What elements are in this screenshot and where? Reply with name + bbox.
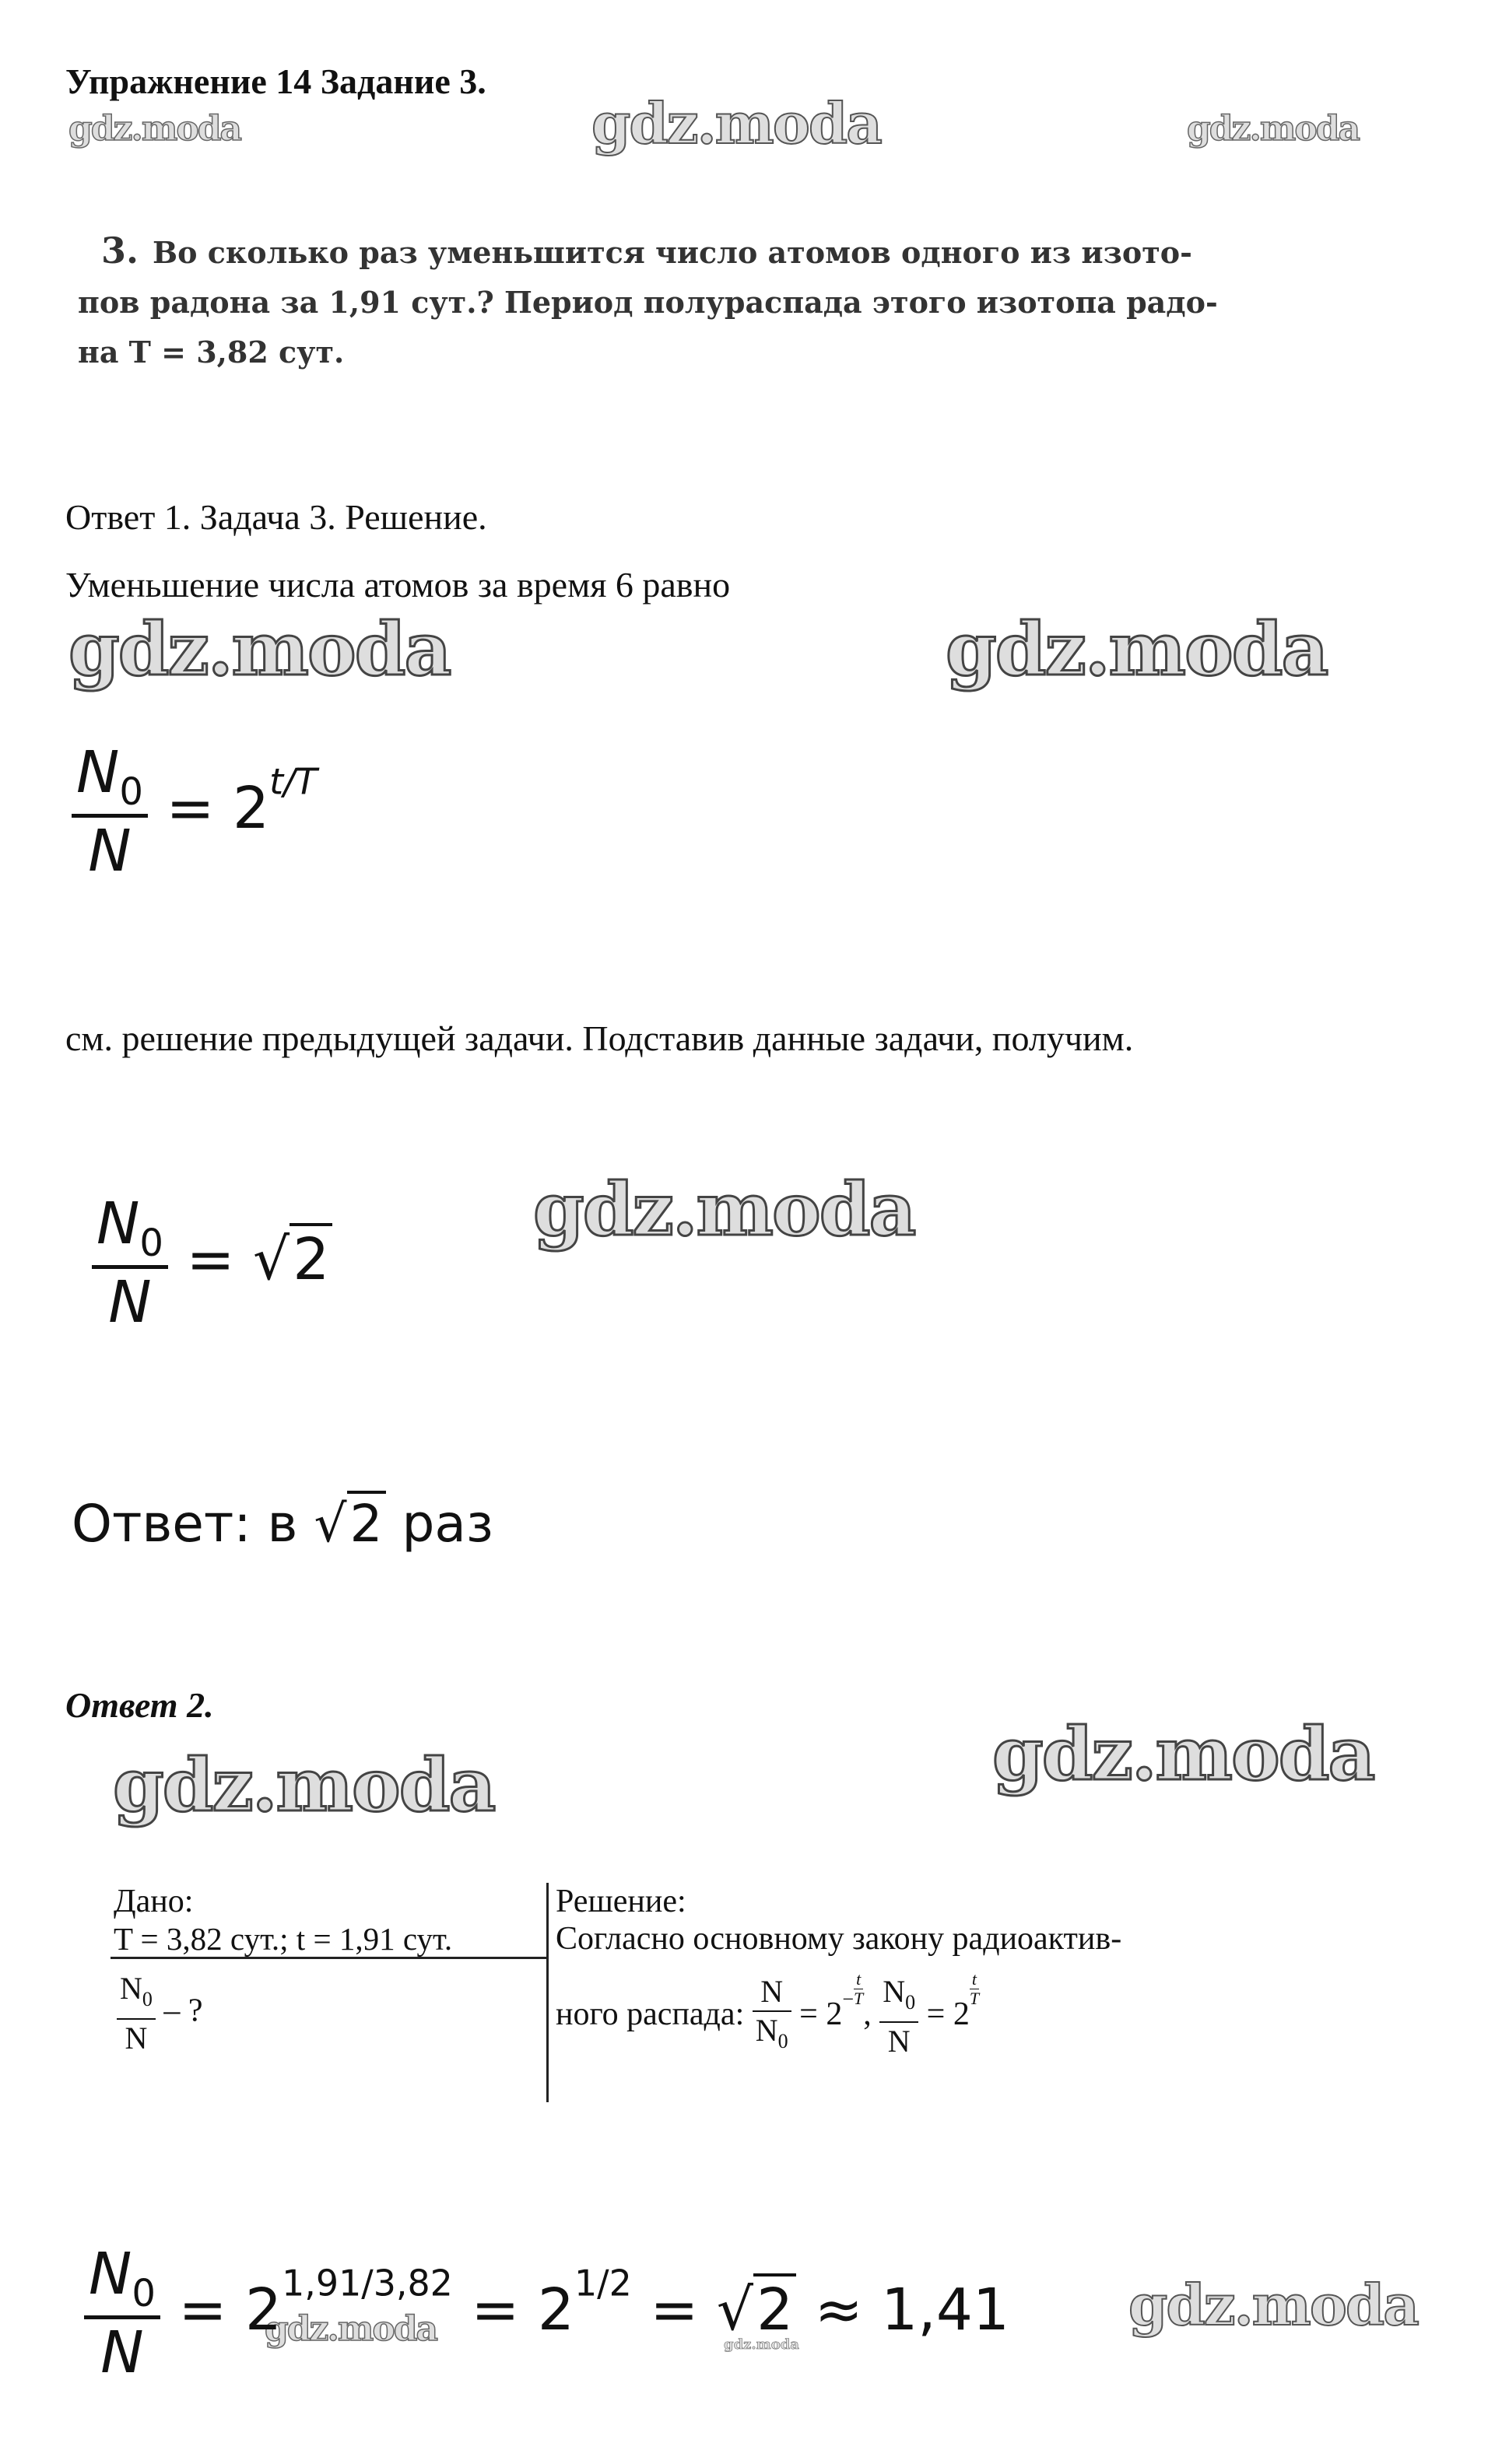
watermark-logo: gdz.moda (68, 607, 451, 692)
page-title: Упражнение 14 Задание 3. (65, 61, 486, 101)
fraction: $\frac{N_0}{N}$ (72, 739, 148, 885)
answer2-heading: Ответ 2. (65, 1685, 214, 1725)
formula-result-sqrt2: $\frac{N_0}{N}$ = √2 (92, 1190, 332, 1336)
given-values: T = 3,82 сут.; t = 1,91 сут. (114, 1921, 453, 1957)
answer1-note: см. решение предыдущей задачи. Подставив данные задачи, получим. (65, 1018, 1134, 1058)
watermark-logo: gdz.moda (992, 1712, 1374, 1797)
watermark-logo: gdz.moda (946, 607, 1328, 692)
problem-statement (78, 226, 1218, 377)
solution-line: Согласно основному закону радиоактив- (556, 1921, 1122, 1957)
watermark-logo: gdz.moda (591, 90, 881, 156)
formula-decay-ratio: $\frac{N_0}{N}$ = $2^{t/T}$ (72, 739, 318, 885)
problem-number: 3. (101, 230, 139, 272)
watermark-logo: gdz.moda (68, 109, 241, 149)
watermark-logo: gdz.moda (533, 1167, 915, 1253)
given-solution-table (111, 1883, 1262, 2116)
problem-line: пов радона за 1,91 сут.? Период полураспада этого изотопа радо- (78, 285, 1218, 320)
table-divider (546, 1883, 549, 2102)
answer1-intro: Уменьшение числа атомов за время 6 равно (65, 565, 731, 605)
watermark-logo: gdz.moda (1187, 109, 1360, 149)
answer1-heading: Ответ 1. Задача 3. Решение. (65, 497, 487, 537)
watermark-logo: gdz.moda (265, 2309, 437, 2349)
solution-label: Решение: (556, 1884, 686, 1919)
problem-line: Во сколько раз уменьшится число атомов одного из изото- (153, 235, 1192, 270)
problem-line: на T = 3,82 сут. (78, 335, 345, 370)
answer1-final: Ответ: в √2 раз (72, 1494, 493, 1554)
watermark-logo: gdz.moda (724, 2336, 799, 2353)
watermark-logo: gdz.moda (113, 1743, 495, 1828)
find-expression: $\frac{N_0}{N}$ – ? (117, 1970, 203, 2057)
fraction: $\frac{N_0}{N}$ (84, 2241, 160, 2386)
watermark-logo: gdz.moda (1128, 2272, 1418, 2338)
fraction: $\frac{N_0}{N}$ (92, 1190, 168, 1336)
given-label: Дано: (114, 1884, 194, 1919)
formula-final-result: $\frac{N_0}{N}$ = $2^{1,91/3,82} = 2^{1/2} = √2 \approx 1,41$ (84, 2241, 1009, 2386)
solution-line: ного распада: $\frac{N}{N_0}$ = 2− $\frac{t}{T}$ , $\frac{N_0}{N}$ = 2 $\frac{t}{T}$ (556, 1969, 980, 2059)
